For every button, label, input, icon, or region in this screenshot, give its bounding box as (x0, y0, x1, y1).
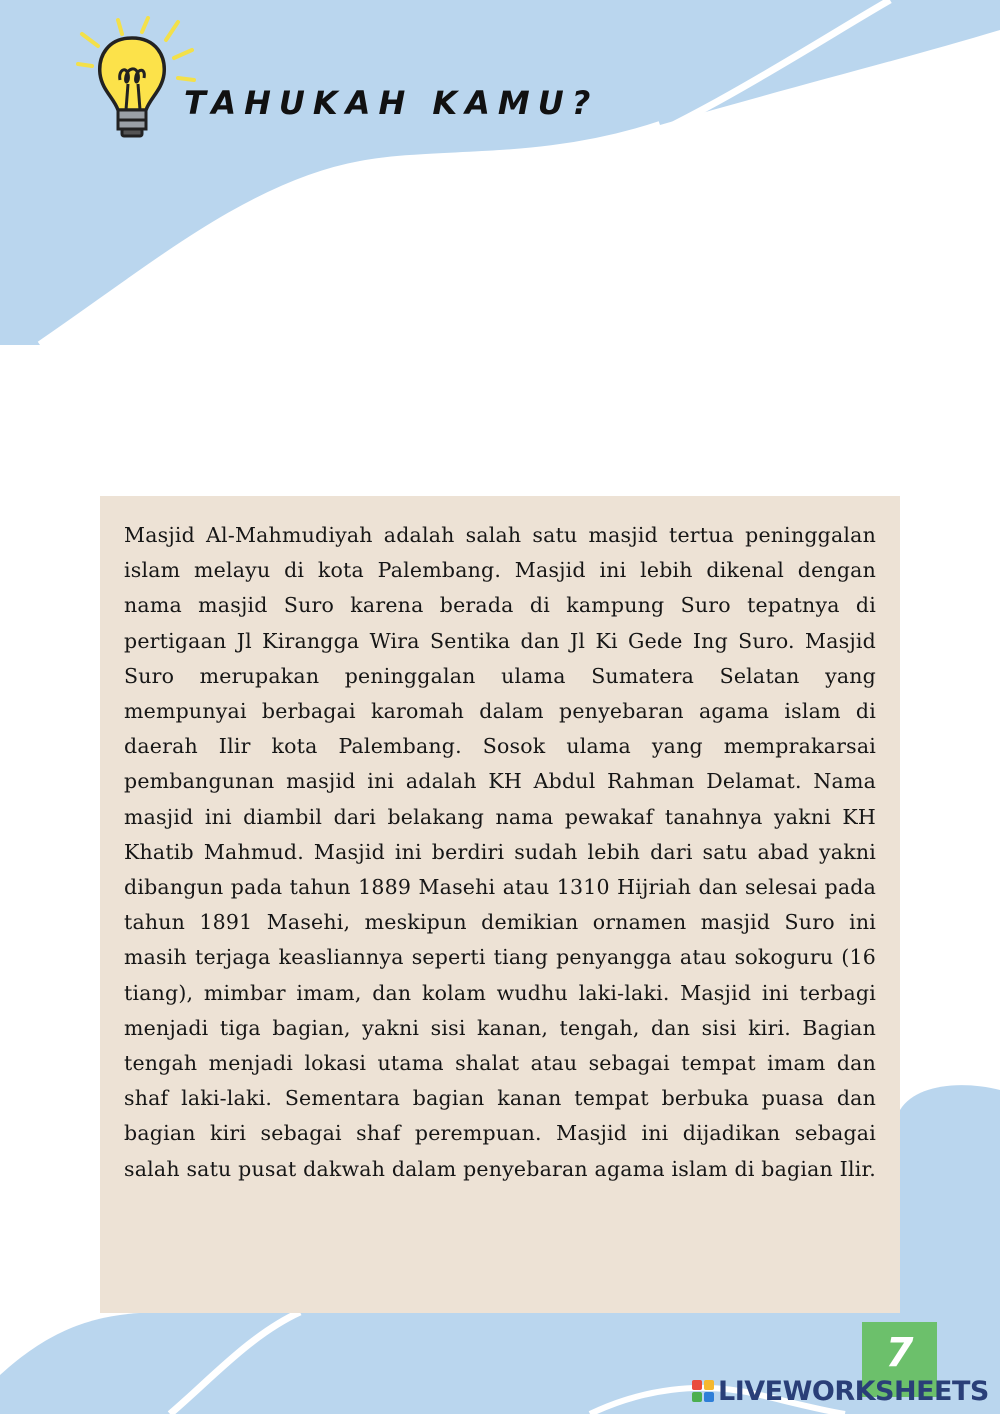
article-box (100, 496, 900, 1313)
liveworksheets-logo (692, 1376, 989, 1406)
lightbulb-icon (68, 16, 208, 146)
liveworksheets-text: LIVEWORKSHEETS (718, 1375, 989, 1407)
page-title: TAHUKAH KAMU? (184, 84, 599, 122)
article-body: Masjid Al-Mahmudiyah adalah salah satu masjid tertua peninggalan islam melayu di kota Palembang. Masjid ini lebih dikenal dengan nama masjid Suro karena berada di kampung Suro tepatnya di pertigaan Jl Kirangga Wira Sentika dan Jl Ki Gede Ing Suro. Masjid Suro merupakan peninggalan ulama Sumatera Selatan yang mempunyai berbagai karomah dalam penyebaran agama islam di daerah Ilir kota Palembang. Sosok ulama yang memprakarsai pembangunan masjid ini adalah KH Abdul Rahman Delamat. Nama masjid ini diambil dari belakang nama pewakaf tanahnya yakni KH Khatib Mahmud. Masjid ini berdiri sudah lebih dari satu abad yakni dibangun pada tahun 1889 Masehi atau 1310 Hijriah dan selesai pada tahun 1891 Masehi, meskipun demikian ornamen masjid Suro ini masih terjaga keasliannya seperti tiang penyangga atau sokoguru (16 tiang), mimbar imam, dan kolam wudhu laki-laki. Masjid ini terbagi menjadi tiga bagian, yakni sisi kanan, tengah, dan sisi kiri. Bagian tengah menjadi lokasi utama shalat atau sebagai tempat imam dan shaf laki-laki. Sementara bagian kanan tempat berbuka puasa dan bagian kiri sebagai shaf perempuan. Masjid ini dijadikan sebagai salah satu pusat dakwah dalam penyebaran agama islam di bagian Ilir. (124, 523, 876, 1181)
liveworksheets-icon (692, 1380, 714, 1402)
page-number: 7 (862, 1322, 937, 1397)
